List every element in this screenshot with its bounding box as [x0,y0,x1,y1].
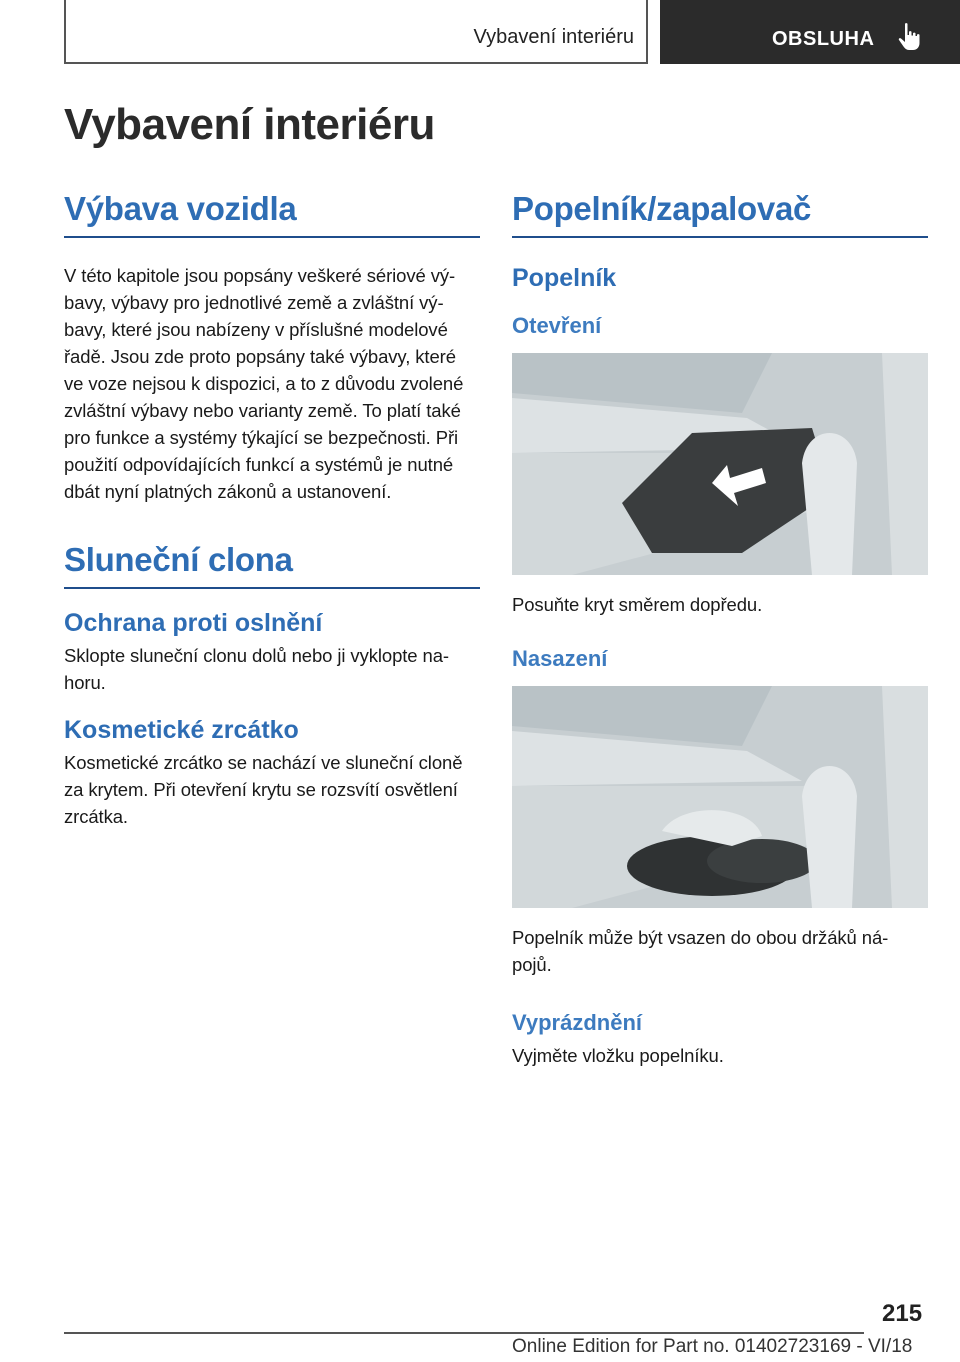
page-title: Vybavení interiéru [64,100,435,149]
hand-pointer-icon [896,22,922,52]
figure-ashtray-open [512,353,928,575]
footer-rule [64,1332,864,1334]
ashtray-cupholder-illustration [512,686,928,908]
vybava-text: V této kapitole jsou popsány veškeré sériové vý- bavy, výbavy pro jednotlivé země a zvláštní vý- bavy, které jsou nabízeny v příslušné modelové řadě. Jsou zde proto popsány také výbavy, které ve voze nejsou k dispozici, a to z důvodu zvolené zvláštní výbavy nebo varianty země. To platí také pro funkce a systémy týkající se bezpečnosti. Při použití odpovídajících funkcí a systémů je nutné dbát nyní platných zákonů a ustanovení. [64,265,464,502]
edition-text: Online Edition for Part no. 01402723169 - VI/18 [512,1336,913,1357]
page-number: 215 [882,1300,923,1327]
header-section-title: Vybavení interiéru [473,26,634,48]
heading-kosmeticke: Kosmetické zrcátko [64,716,299,744]
heading-vybava: Výbava vozidla [64,190,480,238]
header-tab [660,0,960,64]
kosmeticke-text: Kosmetické zrcátko se nachází ve sluneční cloně za krytem. Při otevření krytu se rozsvítí osvětlení zrcátka. [64,752,463,827]
header-frame [64,0,648,64]
heading-otevreni: Otevření [512,313,602,338]
vyprazdneni-text: Vyjměte vložku popelníku. [512,1045,724,1066]
figure-ashtray-cupholder [512,686,928,908]
heading-nasazeni: Nasazení [512,646,608,671]
left-column [64,190,480,830]
heading-popelnik: Popelník [512,264,617,292]
otevreni-caption: Posuňte kryt směrem dopředu. [512,594,763,615]
nasazeni-caption: Popelník může být vsazen do obou držáků ná- pojů. [512,927,889,975]
header-tab-label: OBSLUHA [772,28,875,50]
heading-ochrana: Ochrana proti oslnění [64,609,323,637]
ochrana-text: Sklopte sluneční clonu dolů nebo ji vyklopte na- horu. [64,645,449,693]
heading-vyprazdneni: Vyprázdnění [512,1010,642,1035]
ashtray-open-illustration [512,353,928,575]
heading-clona: Sluneční clona [64,541,480,589]
right-column [512,190,928,1069]
heading-popelnik-zapalovac: Popelník/zapalovač [512,190,928,238]
